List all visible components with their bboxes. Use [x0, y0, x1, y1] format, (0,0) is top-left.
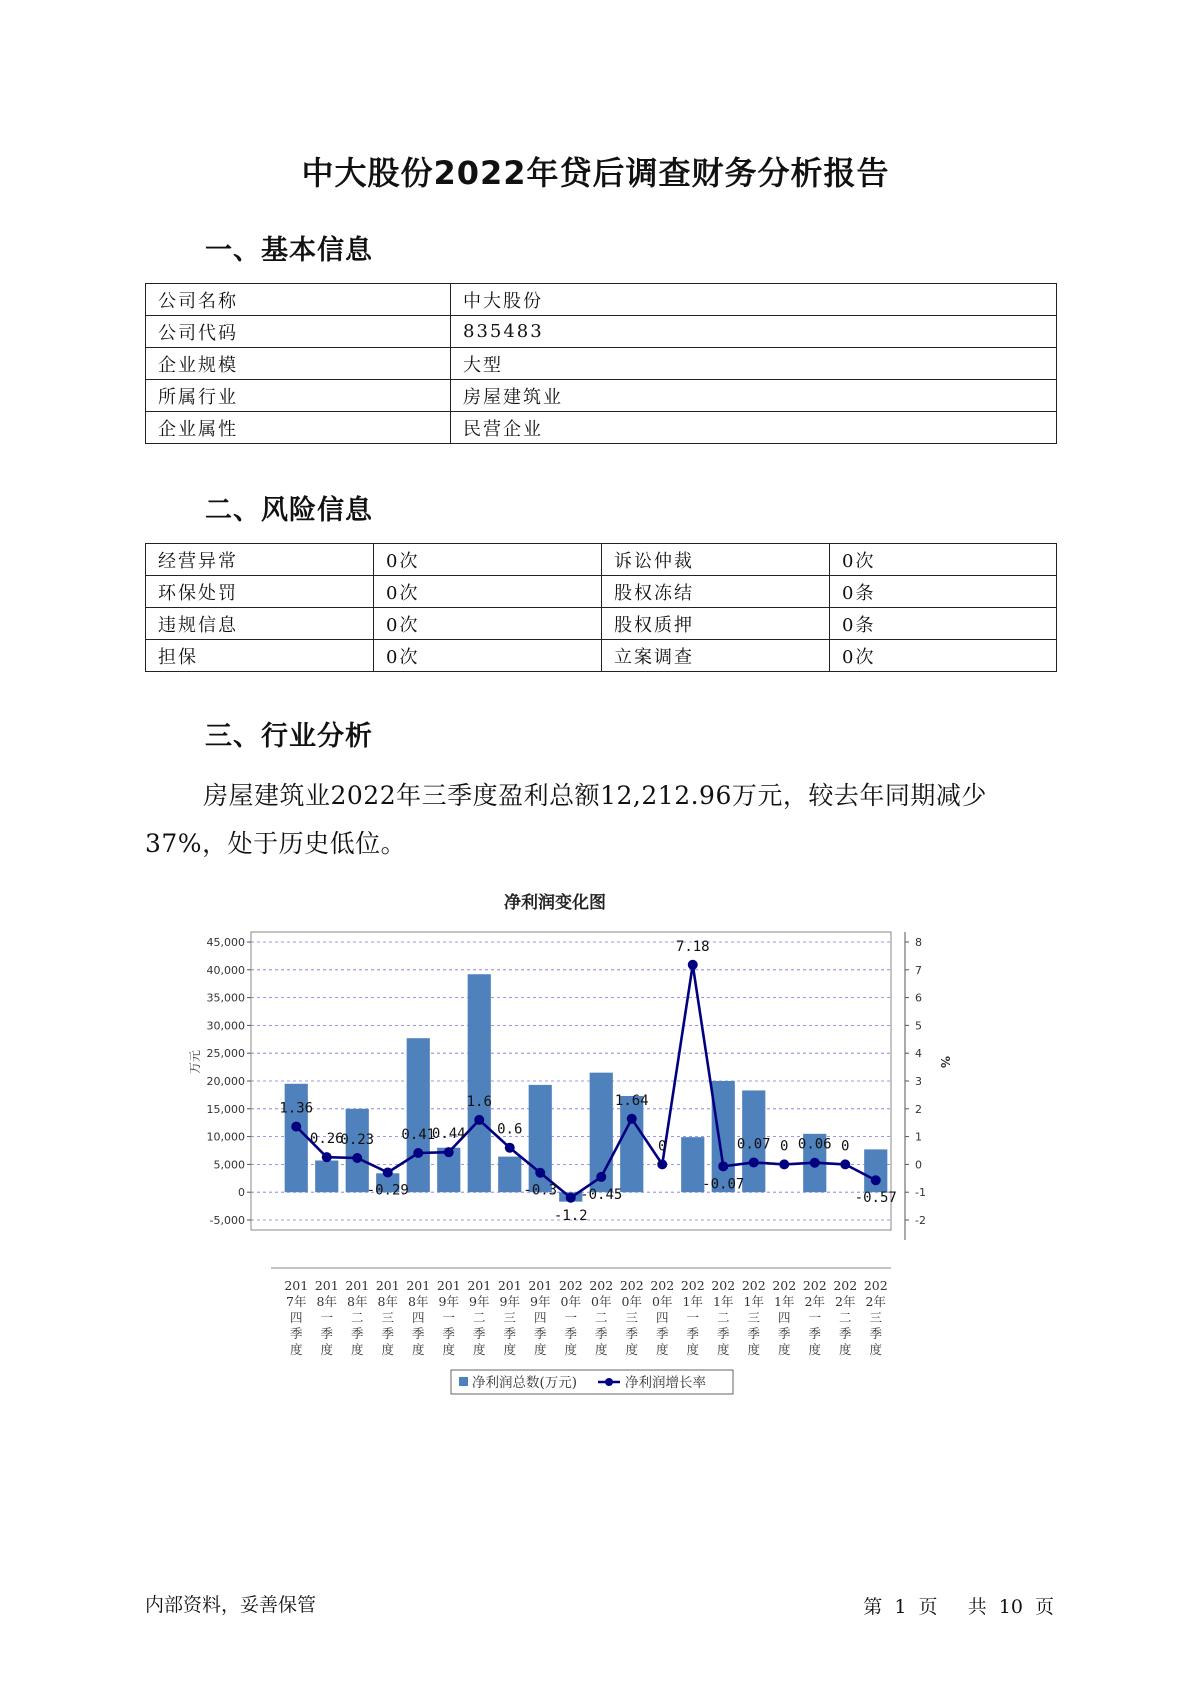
x-tick-label: 202 — [650, 1278, 675, 1293]
x-tick-label: 度 — [808, 1342, 822, 1357]
growth-rate-data-label: 1.64 — [614, 1092, 649, 1109]
left-axis-tick-label: 30,000 — [206, 1019, 245, 1033]
x-tick-label: 度 — [381, 1342, 395, 1357]
page-unit: 页 — [918, 1596, 938, 1618]
x-tick-label: 8年 — [316, 1294, 337, 1309]
risk-info-label: 经营异常 — [146, 544, 374, 576]
growth-rate-data-label: -0.45 — [580, 1186, 623, 1203]
growth-rate-point-7 — [505, 1143, 515, 1153]
x-tick-label: 四 — [411, 1310, 425, 1325]
x-tick-label: 季 — [564, 1326, 578, 1341]
risk-info-table — [145, 543, 1057, 672]
left-axis-tick-label: 45,000 — [206, 936, 245, 949]
x-tick-label: 8年 — [408, 1294, 429, 1309]
report-title: 中大股份2022年贷后调查财务分析报告 — [301, 154, 890, 192]
x-tick-label: 二 — [472, 1310, 486, 1325]
basic-info-value: 中大股份 — [451, 284, 1057, 316]
x-tick-label: 三 — [625, 1310, 639, 1325]
x-tick-label: 201 — [436, 1278, 461, 1293]
basic-info-table — [145, 283, 1057, 444]
risk-info-row — [146, 640, 1057, 672]
bar-19 — [864, 1149, 887, 1192]
legend-bar-swatch — [459, 1377, 468, 1386]
x-tick-label: 度 — [716, 1342, 730, 1357]
x-tick-label: 季 — [686, 1326, 700, 1341]
right-axis-tick-label: -2 — [915, 1214, 926, 1227]
risk-info-value: 0次 — [830, 544, 1057, 576]
growth-rate-data-label: 0.23 — [340, 1132, 375, 1149]
growth-rate-data-label: 7.18 — [675, 938, 710, 955]
growth-rate-point-13 — [688, 960, 698, 970]
basic-info-row — [146, 380, 1057, 412]
left-axis-tick-label: -5,000 — [209, 1214, 245, 1227]
x-tick-label: 季 — [503, 1326, 517, 1341]
growth-rate-point-12 — [657, 1159, 667, 1169]
x-tick-label: 四 — [655, 1310, 669, 1325]
x-tick-label: 季 — [838, 1326, 852, 1341]
growth-rate-data-label: 0 — [780, 1138, 789, 1155]
risk-info-label: 股权质押 — [602, 608, 830, 640]
x-tick-label: 201 — [406, 1278, 431, 1293]
right-axis-tick-label: 8 — [915, 936, 922, 949]
basic-info-row — [146, 284, 1057, 316]
growth-rate-point-6 — [474, 1115, 484, 1125]
left-axis-tick-label: 25,000 — [206, 1047, 245, 1061]
x-tick-label: 季 — [594, 1326, 608, 1341]
basic-info-label: 公司名称 — [146, 284, 451, 316]
x-tick-label: 201 — [314, 1278, 339, 1293]
legend-line-label: 净利润增长率 — [625, 1375, 706, 1391]
x-tick-label: 季 — [350, 1326, 364, 1341]
growth-rate-point-15 — [749, 1157, 759, 1167]
growth-rate-point-5 — [444, 1147, 454, 1157]
industry-paragraph: 房屋建筑业2022年三季度盈利总额12,212.96万元，较去年同期减少37%，处于历史低位。 — [145, 781, 987, 858]
bar-6 — [468, 974, 491, 1192]
basic-info-value: 835483 — [451, 316, 1057, 348]
right-axis-tick-label: 4 — [915, 1047, 922, 1061]
right-axis-tick-label: 7 — [915, 963, 922, 977]
right-axis-tick-label: 0 — [915, 1158, 922, 1172]
x-tick-label: 202 — [863, 1278, 888, 1293]
basic-info-label: 所属行业 — [146, 380, 451, 412]
x-tick-label: 度 — [320, 1342, 334, 1357]
x-tick-label: 度 — [869, 1342, 883, 1357]
x-tick-label: 8年 — [347, 1294, 368, 1309]
x-tick-label: 201 — [345, 1278, 370, 1293]
x-tick-label: 202 — [619, 1278, 644, 1293]
growth-rate-data-label: 0.44 — [431, 1126, 466, 1143]
x-tick-label: 202 — [772, 1278, 797, 1293]
growth-rate-data-label: -0.29 — [366, 1182, 409, 1199]
risk-info-label: 立案调查 — [602, 640, 830, 672]
x-tick-label: 一 — [442, 1310, 456, 1325]
left-axis-label: 万元 — [188, 1049, 202, 1075]
total-pages: 10 — [998, 1596, 1023, 1618]
growth-rate-data-label: 0.06 — [797, 1136, 832, 1153]
x-tick-label: 三 — [747, 1310, 761, 1325]
risk-info-label: 环保处罚 — [146, 576, 374, 608]
growth-rate-data-label: -0.3 — [523, 1182, 558, 1199]
x-tick-label: 202 — [802, 1278, 827, 1293]
basic-info-value: 大型 — [451, 348, 1057, 380]
x-tick-label: 季 — [411, 1326, 425, 1341]
x-tick-label: 202 — [741, 1278, 766, 1293]
bar-2 — [346, 1109, 369, 1192]
growth-rate-data-label: 0.6 — [497, 1121, 523, 1138]
x-tick-label: 度 — [747, 1342, 761, 1357]
growth-rate-point-14 — [718, 1161, 728, 1171]
x-tick-label: 一 — [564, 1310, 578, 1325]
basic-info-label: 公司代码 — [146, 316, 451, 348]
x-tick-label: 季 — [808, 1326, 822, 1341]
footer-confidential: 内部资料，妥善保管 — [145, 1594, 317, 1616]
x-tick-label: 2年 — [835, 1294, 856, 1309]
growth-rate-point-18 — [840, 1159, 850, 1169]
net-profit-chart — [185, 888, 985, 1391]
total-prefix: 共 — [967, 1596, 987, 1618]
growth-rate-data-label: -1.2 — [553, 1207, 588, 1224]
bar-11 — [620, 1096, 643, 1192]
x-tick-label: 9年 — [499, 1294, 520, 1309]
x-tick-label: 度 — [838, 1342, 852, 1357]
right-axis-tick-label: 2 — [915, 1102, 922, 1116]
x-tick-label: 201 — [284, 1278, 309, 1293]
page-prefix: 第 — [863, 1596, 883, 1618]
bar-1 — [315, 1161, 338, 1193]
x-tick-label: 度 — [655, 1342, 669, 1357]
x-tick-label: 一 — [808, 1310, 822, 1325]
growth-rate-data-label: 0 — [841, 1138, 850, 1155]
basic-info-label: 企业规模 — [146, 348, 451, 380]
x-tick-label: 四 — [289, 1310, 303, 1325]
growth-rate-data-label: -0.57 — [854, 1190, 897, 1207]
x-tick-label: 二 — [838, 1310, 852, 1325]
growth-rate-data-label: 0.07 — [736, 1136, 771, 1153]
bar-4 — [407, 1038, 430, 1192]
x-tick-label: 202 — [711, 1278, 736, 1293]
x-tick-label: 202 — [589, 1278, 614, 1293]
risk-info-value: 0条 — [830, 608, 1057, 640]
x-tick-label: 季 — [442, 1326, 456, 1341]
x-tick-label: 二 — [350, 1310, 364, 1325]
x-tick-label: 202 — [558, 1278, 583, 1293]
x-tick-label: 202 — [680, 1278, 705, 1293]
growth-rate-point-11 — [627, 1114, 637, 1124]
risk-info-label: 违规信息 — [146, 608, 374, 640]
risk-info-value: 0次 — [374, 576, 602, 608]
x-tick-label: 季 — [320, 1326, 334, 1341]
basic-info-row — [146, 316, 1057, 348]
x-tick-label: 季 — [289, 1326, 303, 1341]
risk-info-value: 0次 — [374, 640, 602, 672]
x-tick-label: 0年 — [560, 1294, 581, 1309]
risk-info-label: 股权冻结 — [602, 576, 830, 608]
growth-rate-point-1 — [322, 1152, 332, 1162]
left-axis-tick-label: 15,000 — [206, 1102, 245, 1116]
left-axis-tick-label: 40,000 — [206, 963, 245, 977]
section-heading-industry: 三、行业分析 — [205, 721, 373, 752]
risk-info-row — [146, 576, 1057, 608]
x-tick-label: 1年 — [774, 1294, 795, 1309]
risk-info-value: 0条 — [830, 576, 1057, 608]
x-tick-label: 9年 — [438, 1294, 459, 1309]
x-tick-label: 度 — [686, 1342, 700, 1357]
growth-rate-data-label: 0 — [658, 1138, 667, 1155]
growth-rate-point-17 — [810, 1158, 820, 1168]
x-tick-label: 度 — [411, 1342, 425, 1357]
bar-13 — [681, 1137, 704, 1192]
left-axis-tick-label: 0 — [238, 1186, 245, 1200]
x-tick-label: 度 — [503, 1342, 517, 1357]
footer-page-info — [860, 1592, 1057, 1619]
growth-rate-point-3 — [383, 1167, 393, 1177]
growth-rate-point-16 — [779, 1159, 789, 1169]
left-axis-tick-label: 20,000 — [206, 1075, 245, 1088]
right-axis-label: % — [938, 1055, 952, 1069]
risk-info-label: 诉讼仲裁 — [602, 544, 830, 576]
basic-info-value: 房屋建筑业 — [451, 380, 1057, 412]
net-profit-chart-svg — [185, 888, 985, 1391]
growth-rate-data-label: 0.26 — [309, 1131, 344, 1148]
page-number: 1 — [894, 1596, 907, 1618]
section-heading-risk: 二、风险信息 — [205, 495, 373, 526]
risk-info-label: 担保 — [146, 640, 374, 672]
right-axis-tick-label: 6 — [915, 991, 922, 1005]
right-axis-tick-label: 5 — [915, 1019, 922, 1033]
x-tick-label: 1年 — [743, 1294, 764, 1309]
x-tick-label: 0年 — [591, 1294, 612, 1309]
x-tick-label: 季 — [381, 1326, 395, 1341]
x-tick-label: 201 — [375, 1278, 400, 1293]
left-axis-tick-label: 5,000 — [213, 1158, 245, 1172]
x-tick-label: 0年 — [621, 1294, 642, 1309]
risk-info-row — [146, 608, 1057, 640]
x-tick-label: 季 — [747, 1326, 761, 1341]
x-tick-label: 四 — [777, 1310, 791, 1325]
x-tick-label: 度 — [777, 1342, 791, 1357]
growth-rate-point-0 — [291, 1122, 301, 1132]
basic-info-label: 企业属性 — [146, 412, 451, 444]
basic-info-row — [146, 412, 1057, 444]
x-tick-label: 度 — [442, 1342, 456, 1357]
x-tick-label: 201 — [467, 1278, 492, 1293]
x-tick-label: 一 — [320, 1310, 334, 1325]
x-tick-label: 季 — [869, 1326, 883, 1341]
x-tick-label: 202 — [833, 1278, 858, 1293]
total-unit: 页 — [1034, 1596, 1054, 1618]
growth-rate-point-19 — [871, 1175, 881, 1185]
x-tick-label: 季 — [655, 1326, 669, 1341]
risk-info-value: 0次 — [830, 640, 1057, 672]
right-axis-tick-label: 3 — [915, 1075, 922, 1088]
x-tick-label: 季 — [533, 1326, 547, 1341]
x-tick-label: 9年 — [469, 1294, 490, 1309]
x-tick-label: 二 — [594, 1310, 608, 1325]
x-tick-label: 四 — [533, 1310, 547, 1325]
x-tick-label: 度 — [472, 1342, 486, 1357]
risk-info-row — [146, 544, 1057, 576]
basic-info-value: 民营企业 — [451, 412, 1057, 444]
x-tick-label: 一 — [686, 1310, 700, 1325]
growth-rate-data-label: -0.07 — [702, 1176, 745, 1193]
x-tick-label: 三 — [381, 1310, 395, 1325]
x-tick-label: 9年 — [530, 1294, 551, 1309]
x-tick-label: 2年 — [804, 1294, 825, 1309]
x-tick-label: 度 — [594, 1342, 608, 1357]
x-tick-label: 1年 — [713, 1294, 734, 1309]
growth-rate-point-9 — [566, 1193, 576, 1203]
x-tick-label: 三 — [869, 1310, 883, 1325]
section-heading-basic: 一、基本信息 — [205, 235, 373, 266]
left-axis-tick-label: 10,000 — [206, 1130, 245, 1144]
x-tick-label: 度 — [564, 1342, 578, 1357]
chart-title: 净利润变化图 — [504, 893, 606, 913]
x-tick-label: 8年 — [377, 1294, 398, 1309]
x-tick-label: 度 — [533, 1342, 547, 1357]
left-axis-tick-label: 35,000 — [206, 991, 245, 1005]
x-tick-label: 季 — [777, 1326, 791, 1341]
x-tick-label: 季 — [716, 1326, 730, 1341]
risk-info-value: 0次 — [374, 608, 602, 640]
right-axis-tick-label: -1 — [915, 1186, 926, 1200]
x-tick-label: 季 — [625, 1326, 639, 1341]
x-tick-label: 201 — [528, 1278, 553, 1293]
x-tick-label: 度 — [625, 1342, 639, 1357]
x-tick-label: 三 — [503, 1310, 517, 1325]
basic-info-row — [146, 348, 1057, 380]
x-tick-label: 度 — [350, 1342, 364, 1357]
x-tick-label: 201 — [497, 1278, 522, 1293]
x-tick-label: 7年 — [286, 1294, 307, 1309]
risk-info-value: 0次 — [374, 544, 602, 576]
growth-rate-data-label: 1.6 — [466, 1093, 492, 1110]
x-tick-label: 二 — [716, 1310, 730, 1325]
legend-line-marker — [605, 1378, 613, 1386]
growth-rate-point-2 — [352, 1153, 362, 1163]
x-tick-label: 季 — [472, 1326, 486, 1341]
legend-bar-label: 净利润总数(万元) — [472, 1375, 578, 1391]
x-tick-label: 2年 — [865, 1294, 886, 1309]
growth-rate-point-4 — [413, 1148, 423, 1158]
x-tick-label: 度 — [289, 1342, 303, 1357]
growth-rate-point-10 — [596, 1172, 606, 1182]
growth-rate-data-label: 0.41 — [401, 1127, 436, 1144]
growth-rate-data-label: 1.36 — [279, 1100, 314, 1117]
bar-7 — [498, 1157, 521, 1193]
right-axis-tick-label: 1 — [915, 1130, 922, 1144]
x-tick-label: 0年 — [652, 1294, 673, 1309]
growth-rate-point-8 — [535, 1168, 545, 1178]
x-tick-label: 1年 — [682, 1294, 703, 1309]
